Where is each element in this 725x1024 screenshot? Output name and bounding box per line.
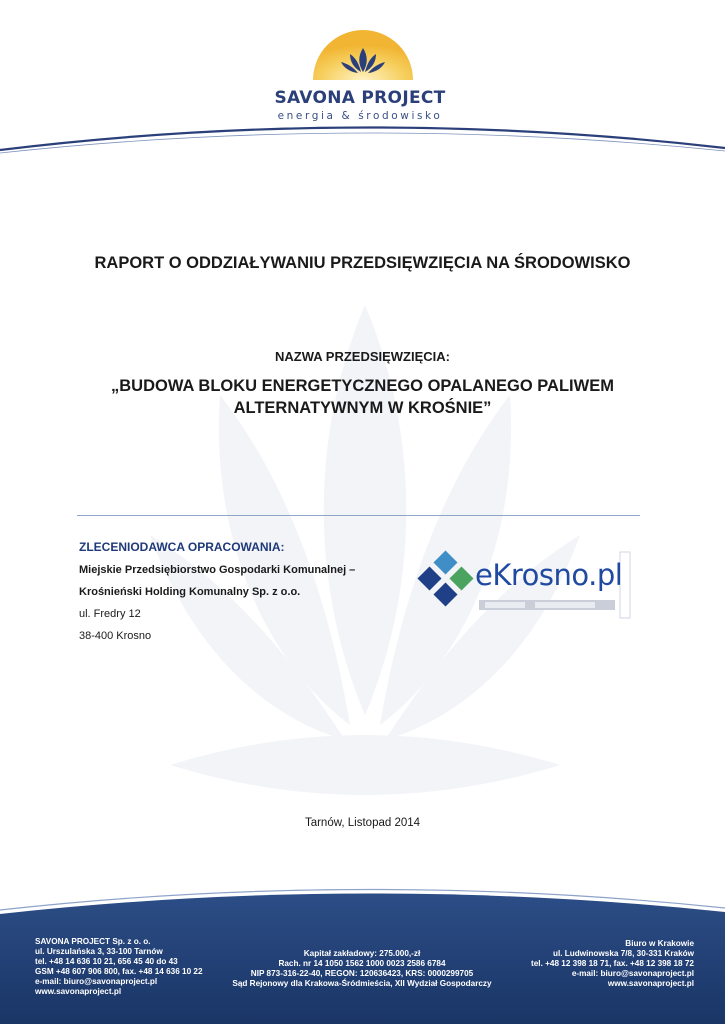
footer-right-line: ul. Ludwinowska 7/8, 30-331 Kraków (552, 949, 694, 958)
footer-registration-info (222, 949, 502, 989)
savona-logo (260, 22, 460, 122)
footer-krakow-office (480, 939, 694, 989)
header-swoosh (0, 112, 725, 158)
client-heading: ZLECENIODAWCA OPRACOWANIA: (79, 540, 285, 554)
place-date: Tarnów, Listopad 2014 (304, 817, 421, 829)
footer-mid-line: Kapitał zakładowy: 275.000,-zł (303, 949, 421, 958)
footer-left-line: www.savonaproject.pl (35, 987, 122, 996)
footer-mid-line: Sąd Rejonowy dla Krakowa-Śródmieścia, XII Wydział Gospodarczy (232, 979, 492, 988)
footer-left-line: tel. +48 14 636 10 21, 656 45 40 do 43 (35, 957, 178, 966)
client-block (79, 540, 409, 652)
ekrosno-logo (415, 548, 633, 624)
ekrosno-logo-text: eKrosno.pl (475, 558, 623, 592)
footer-right-line: e-mail: biuro@savonaproject.pl (571, 969, 694, 978)
section-divider (77, 515, 640, 516)
client-name-line-1: Miejskie Przedsiębiorstwo Gospodarki Komunalnej – (79, 564, 356, 576)
project-name-line-2: ALTERNATYWNYM W KROŚNIE” (233, 399, 492, 417)
footer-left-line: GSM +48 607 906 800, fax. +48 14 636 10 22 (35, 967, 203, 976)
report-title: RAPORT O ODDZIAŁYWANIU PRZEDSIĘWZIĘCIA NA ŚRODOWISKO (94, 254, 631, 272)
client-name-line-2: Krośnieński Holding Komunalny Sp. z o.o. (79, 586, 301, 598)
project-name (60, 375, 665, 419)
project-name-line-1: „BUDOWA BLOKU ENERGETYCZNEGO OPALANEGO PALIWEM (111, 377, 614, 395)
project-label: NAZWA PRZEDSIĘWZIĘCIA: (274, 349, 450, 364)
footer-right-line: tel. +48 12 398 18 71, fax. +48 12 398 18 72 (531, 959, 694, 968)
footer-left-line: SAVONA PROJECT Sp. z o. o. (35, 937, 151, 946)
sun-lotus-icon (308, 22, 418, 80)
footer-left-line: ul. Urszulańska 3, 33-100 Tarnów (35, 947, 163, 956)
client-city: 38-400 Krosno (79, 630, 152, 642)
footer-mid-line: NIP 873-316-22-40, REGON: 120636423, KRS: 0000299705 (250, 969, 474, 978)
footer-right-line: www.savonaproject.pl (607, 979, 694, 988)
footer-right-line: Biuro w Krakowie (625, 939, 694, 948)
footer-left-line: e-mail: biuro@savonaproject.pl (35, 977, 158, 986)
logo-title: SAVONA PROJECT (274, 88, 446, 108)
logo-subtitle: energia & środowisko (277, 110, 443, 122)
footer-mid-line: Rach. nr 14 1050 1562 1000 0023 2586 6784 (278, 959, 446, 968)
client-street: ul. Fredry 12 (79, 608, 141, 620)
